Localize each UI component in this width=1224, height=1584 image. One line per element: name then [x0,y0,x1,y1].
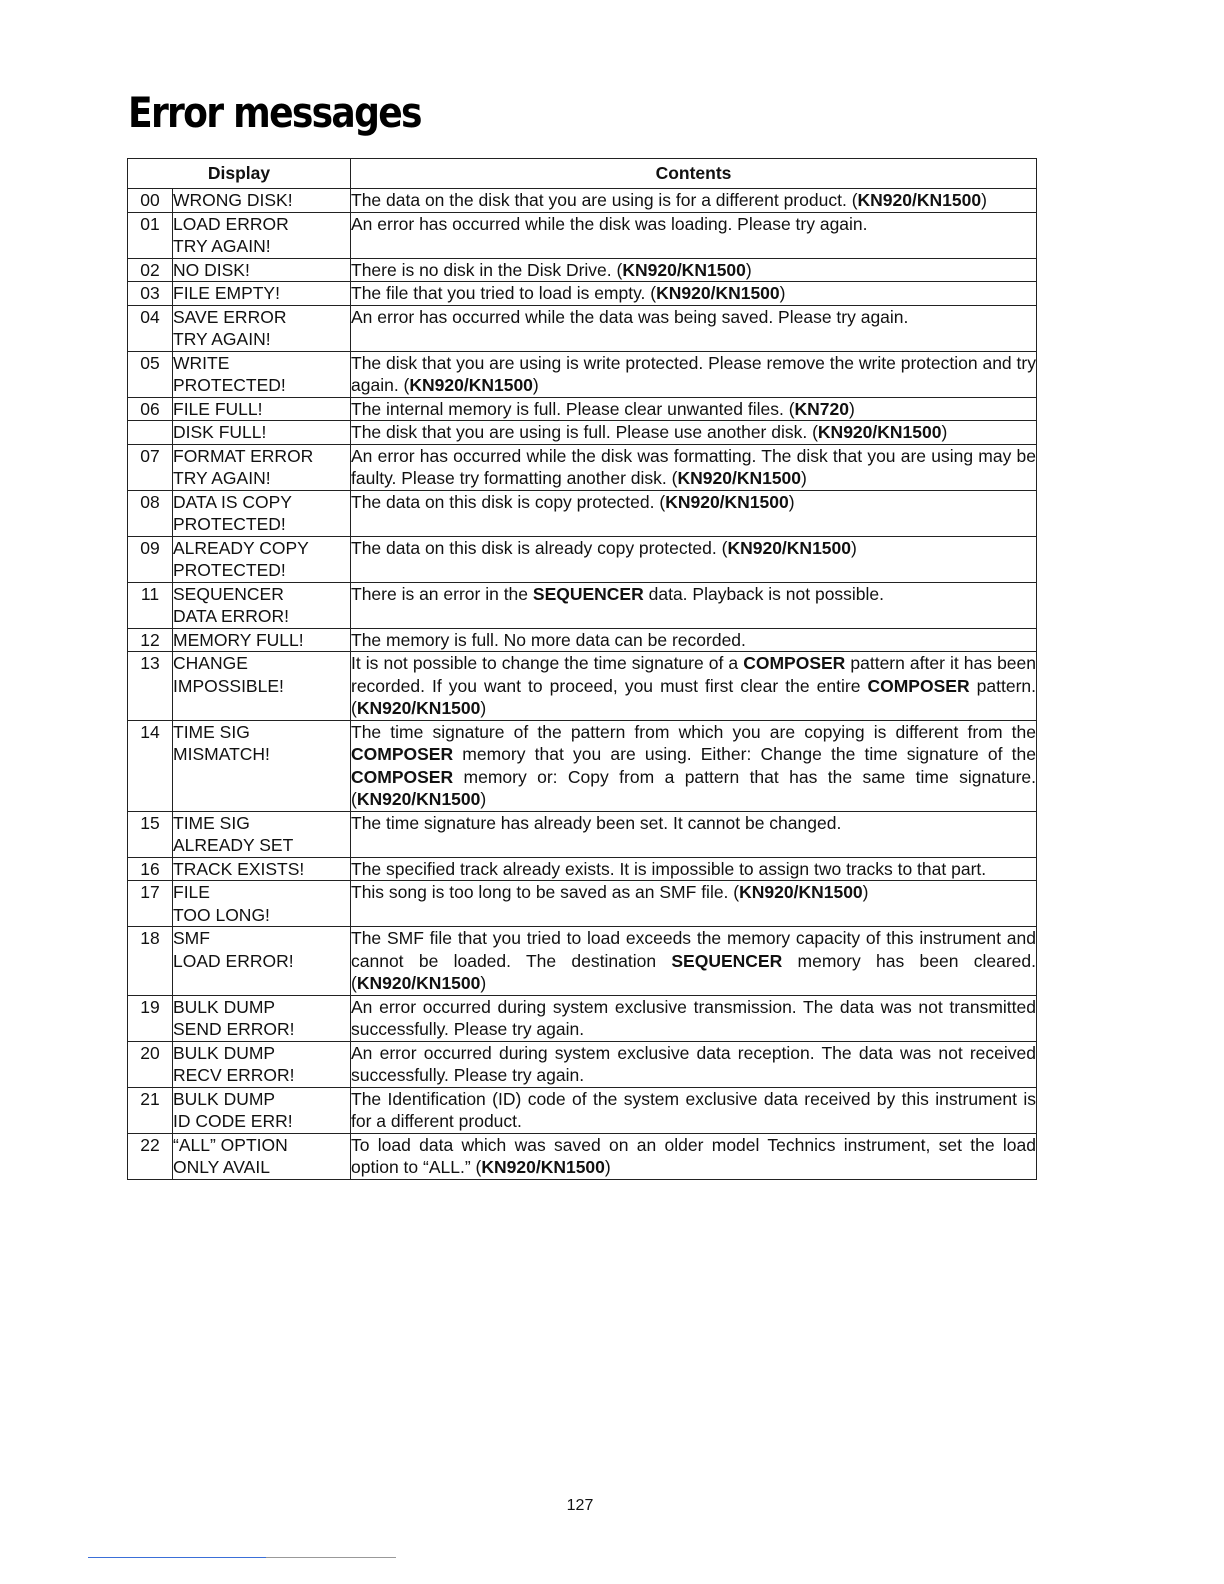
table-row [128,536,1037,582]
error-display-text: BULK DUMP SEND ERROR! [173,995,351,1041]
table-row [128,258,1037,282]
error-display-text: DISK FULL! [173,421,351,445]
error-code: 02 [128,258,173,282]
error-contents [351,857,1037,881]
error-contents [351,881,1037,927]
error-contents [351,811,1037,857]
emphasis-text: KN920/KN1500 [481,1157,605,1177]
error-code [128,421,173,445]
error-code: 01 [128,212,173,258]
description-text: The specified track already exists. It is impossible to assign two tracks to that part. [351,858,987,879]
table-row [128,351,1037,397]
emphasis-text: COMPOSER [743,653,846,673]
table-row [128,995,1037,1041]
error-display-text: ALREADY COPY PROTECTED! [173,536,351,582]
emphasis-text: KN920/KN1500 [656,283,780,303]
table-row [128,652,1037,721]
error-contents [351,652,1037,721]
description-text: ) [849,398,855,419]
error-contents [351,282,1037,306]
footer-rule-middle [266,1557,396,1558]
table-row [128,421,1037,445]
footer-rule-left [88,1557,266,1558]
emphasis-text: SEQUENCER [671,950,783,971]
error-display-text: SMF LOAD ERROR! [173,927,351,996]
error-display-text: FILE EMPTY! [173,282,351,306]
table-row [128,397,1037,421]
description-text: To load data which was saved on an older model Technics instrument, set the load option to “ALL.” ( [351,1134,1036,1177]
column-header-display: Display [128,159,351,189]
error-contents [351,1087,1037,1133]
page-number: 127 [566,1497,594,1514]
description-text: The file that you tried to load is empty. ( [351,283,657,303]
description-text: The data on this disk is copy protected. ( [351,491,666,512]
description-text: An error has occurred while the disk was loading. Please try again. [351,213,868,234]
error-contents [351,305,1037,351]
error-display-text: FILE FULL! [173,397,351,421]
error-display-text: WRONG DISK! [173,189,351,213]
emphasis-text: KN920/KN1500 [857,190,982,210]
error-code: 09 [128,536,173,582]
description-text: The memory is full. No more data can be recorded. [351,629,746,650]
error-contents [351,582,1037,628]
emphasis-text: COMPOSER [351,766,454,787]
description-text: The disk that you are using is write protected. Please remove the write protection and try again. ( [351,352,1036,395]
description-text: This song is too long to be saved as an SMF file. ( [351,882,740,902]
error-code: 12 [128,628,173,652]
error-contents [351,628,1037,652]
error-display-text: FORMAT ERROR TRY AGAIN! [173,444,351,490]
description-text: ) [851,537,857,558]
table-row [128,857,1037,881]
table-body [128,189,1037,1180]
table-row [128,927,1037,996]
error-contents [351,1041,1037,1087]
description-text: The Identification (ID) code of the system exclusive data received by this instrument is for a different product. [351,1088,1036,1131]
description-text: ) [788,491,795,512]
table-header-row [128,159,1037,189]
description-text: ) [532,375,539,395]
emphasis-text: SEQUENCER [532,583,644,604]
description-text: The SMF file that you tried to load exceeds the memory capacity of this instrument and cannot be loaded. The destination [351,928,1036,971]
error-contents [351,444,1037,490]
emphasis-text: KN920/KN1500 [665,491,789,512]
error-contents [351,189,1037,213]
description-text: pattern after it has been recorded. If you want to proceed, you must first clear the entire [351,653,1036,696]
error-display-text: NO DISK! [173,258,351,282]
description-text: An error occurred during system exclusive transmission. The data was not transmitted successfully. Please try again. [351,996,1036,1039]
error-code: 22 [128,1133,173,1179]
emphasis-text: COMPOSER [351,744,454,764]
error-contents [351,351,1037,397]
description-text: ) [480,973,487,993]
description-text: memory that you are using. Either: Change the time signature of the [453,744,1036,764]
description-text: memory or: Copy from a pattern that has the same time signature. ( [351,766,1036,809]
emphasis-text: KN920/KN1500 [727,537,851,558]
table-row [128,811,1037,857]
emphasis-text: COMPOSER [867,675,970,696]
error-display-text: DATA IS COPY PROTECTED! [173,490,351,536]
error-code: 11 [128,582,173,628]
error-display-text: WRITE PROTECTED! [173,351,351,397]
error-code: 13 [128,652,173,721]
table-row [128,881,1037,927]
description-text: ) [745,259,752,280]
error-display-text: TIME SIG ALREADY SET [173,811,351,857]
error-code: 18 [128,927,173,996]
description-text: An error occurred during system exclusive data reception. The data was not received successfully. Please try again. [351,1042,1036,1085]
error-contents [351,258,1037,282]
error-contents [351,995,1037,1041]
error-contents [351,720,1037,811]
error-display-text: LOAD ERROR TRY AGAIN! [173,212,351,258]
description-text: The time signature of the pattern from which you are copying is different from the [351,721,1036,742]
column-header-contents: Contents [351,159,1037,189]
error-code: 04 [128,305,173,351]
error-contents [351,421,1037,445]
error-display-text: FILE TOO LONG! [173,881,351,927]
description-text: ( [851,190,858,210]
error-code: 16 [128,857,173,881]
error-code: 06 [128,397,173,421]
error-contents [351,397,1037,421]
error-display-text: TIME SIG MISMATCH! [173,720,351,811]
emphasis-text: KN720 [794,398,850,419]
description-text: ) [941,422,948,442]
error-display-text: BULK DUMP RECV ERROR! [173,1041,351,1087]
error-contents [351,927,1037,996]
description-text: ) [779,283,786,303]
error-code: 08 [128,490,173,536]
description-text: The data on the disk that you are using is for a different product. [351,190,852,210]
emphasis-text: KN920/KN1500 [739,882,863,902]
table-row [128,444,1037,490]
error-code: 20 [128,1041,173,1087]
description-text: It is not possible to change the time signature of a [351,653,744,673]
table-row [128,189,1037,213]
description-text: data. Playback is not possible. [643,583,885,604]
error-display-text: MEMORY FULL! [173,628,351,652]
emphasis-text: KN920/KN1500 [622,259,746,280]
error-code: 17 [128,881,173,927]
error-display-text: BULK DUMP ID CODE ERR! [173,1087,351,1133]
table-row [128,720,1037,811]
emphasis-text: KN920/KN1500 [356,698,481,718]
description-text: An error has occurred while the data was being saved. Please try again. [351,306,909,327]
emphasis-text: KN920/KN1500 [409,375,533,395]
description-text: ) [604,1157,611,1177]
page-title: Error messages [128,88,421,137]
description-text: ) [801,468,807,488]
description-text: The disk that you are using is full. Please use another disk. ( [351,422,818,442]
error-code: 14 [128,720,173,811]
error-code: 00 [128,189,173,213]
description-text: An error has occurred while the disk was formatting. The disk that you are using may be faulty. Please try formatting another disk. ( [351,445,1036,488]
description-text: ) [480,789,487,809]
error-code: 19 [128,995,173,1041]
error-display-text: TRACK EXISTS! [173,857,351,881]
table-row [128,282,1037,306]
description-text: The data on this disk is already copy protected. ( [351,537,728,558]
error-display-text: SEQUENCER DATA ERROR! [173,582,351,628]
error-contents [351,490,1037,536]
emphasis-text: KN920/KN1500 [677,468,802,488]
error-contents [351,536,1037,582]
emphasis-text: KN920/KN1500 [356,973,481,993]
table-row [128,582,1037,628]
error-contents [351,212,1037,258]
description-text: memory has been cleared. ( [351,950,1037,993]
description-text: The time signature has already been set. It cannot be changed. [351,812,842,833]
error-code: 03 [128,282,173,306]
description-text: There is an error in the [351,583,533,604]
error-contents [351,1133,1037,1179]
description-text: The internal memory is full. Please clear unwanted files. ( [351,398,795,419]
error-display-text: SAVE ERROR TRY AGAIN! [173,305,351,351]
description-text: There is no disk in the Disk Drive. ( [351,259,623,280]
error-messages-table [127,158,1037,1180]
emphasis-text: KN920/KN1500 [817,422,942,442]
description-text: pattern. ( [351,675,1036,718]
emphasis-text: KN920/KN1500 [356,789,481,809]
table-row [128,628,1037,652]
error-code: 21 [128,1087,173,1133]
table-row [128,1133,1037,1179]
error-code: 07 [128,444,173,490]
description-text: ) [981,190,987,210]
error-code: 15 [128,811,173,857]
error-code: 05 [128,351,173,397]
table-row [128,1087,1037,1133]
error-display-text: “ALL” OPTION ONLY AVAIL [173,1133,351,1179]
error-display-text: CHANGE IMPOSSIBLE! [173,652,351,721]
description-text: ) [862,882,869,902]
table-row [128,212,1037,258]
table-row [128,1041,1037,1087]
table-row [128,305,1037,351]
description-text: ) [480,698,487,718]
table-row [128,490,1037,536]
